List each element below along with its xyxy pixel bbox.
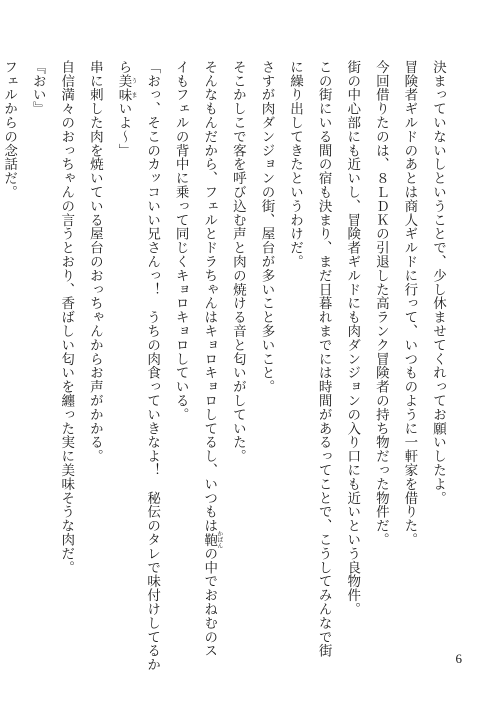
ruby-kaban-reading: かばん: [215, 530, 223, 549]
ruby-kaban: [201, 530, 223, 549]
ruby-uma: [115, 73, 137, 102]
text-line-13: 串に刺した肉を焼いている屋台のおっちゃんからお声がかかる。: [86, 60, 103, 464]
text-line-7: さすが肉ダンジョンの街、屋台が多いこと多いこと。: [258, 60, 275, 394]
text-line-14: 自信満々のおっちゃんの言うとおり、香ばしい匂いを纏った実に美味そうな肉だ。: [58, 60, 75, 575]
text-line-11: 「おっ、そこのカッコいい兄さんっ！ うちの肉食っていきなよ！ 秘伝のタレで味付けしてるか: [144, 60, 161, 672]
text-line-4: 街の中心部にも近いし、冒険者ギルドにも肉ダンジョンの入り口にも近いという良物件。: [344, 60, 361, 616]
text-line-15: 『おい』: [29, 60, 46, 116]
text-line-1: 決まっていないしということで、少し休ませてくれってお願いしたよ。: [430, 60, 446, 505]
text-line-8: そこかしこで客を呼び込む声と肉の焼ける音と匂いがしていた。: [229, 60, 246, 464]
text-line-12-tail: いよ〜」: [115, 101, 132, 158]
ruby-uma-reading: うま: [129, 73, 137, 102]
text-line-10: イもフェルの背中に乗って同じくキョロキョロしている。: [172, 60, 189, 422]
text-line-3: 今回借りたのは、８ＬＤＫの引退した高ランク冒険者の持ち物だった物件だ。: [372, 60, 389, 547]
text-line-9: [195, 60, 224, 658]
ruby-kaban-base: 鞄: [201, 530, 218, 549]
text-line-6: に繰り出してきたというわけだ。: [287, 60, 304, 269]
text-line-16: フェルからの念話だ。: [1, 60, 18, 199]
text-line-2: 冒険者ギルドのあとは商人ギルドに行って、いつものように一軒家を借りた。: [401, 60, 418, 547]
ruby-uma-base: 美味: [115, 73, 132, 102]
text-line-9-head: そんなもんだから、フェルとドラちゃんはキョロキョロしてるし、いつもは: [201, 60, 218, 533]
text-line-12-head: ら: [115, 60, 132, 74]
text-line-9-tail: の中でおねむのス: [201, 546, 218, 658]
page-number: 6: [455, 651, 462, 666]
text-line-12: [109, 60, 138, 620]
text-line-5: この街にいる間の宿も決まり、まだ日暮れまでには時間があるってことで、こうしてみんなで街: [315, 60, 332, 658]
vertical-text-body: [1, 60, 452, 672]
